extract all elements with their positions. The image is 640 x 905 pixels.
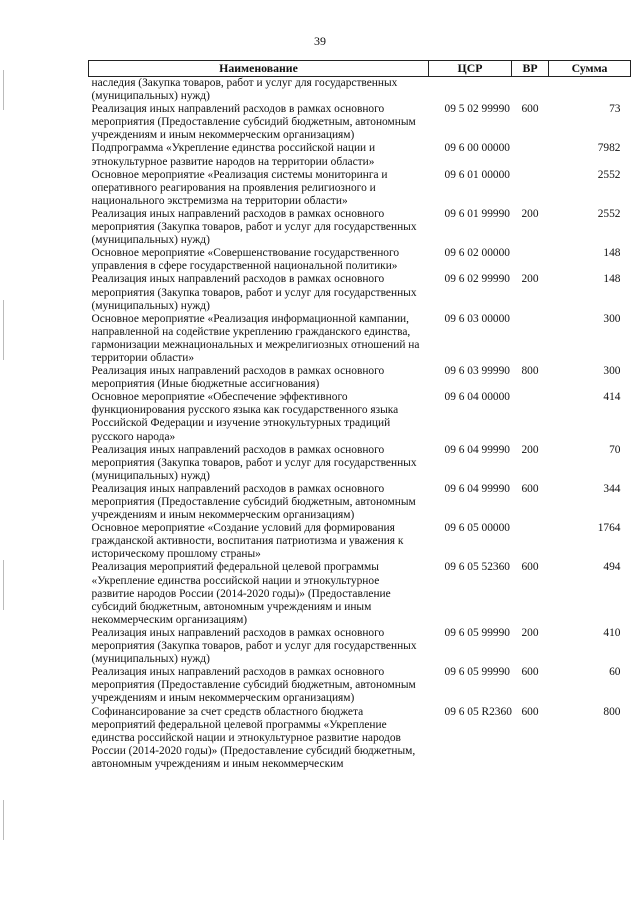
row-sum-cell: 494 xyxy=(603,561,621,574)
row-vr-cell xyxy=(512,522,549,561)
row-csr-cell: 09 6 00 00000 xyxy=(444,142,510,155)
row-sum-cell: 73 xyxy=(609,103,621,116)
scan-edge-mark xyxy=(3,70,4,110)
row-sum-cell: 414 xyxy=(603,391,621,404)
row-name-cell: Реализация иных направлений расходов в рамках основного мероприятия (Закупка товаров, работ и услуг для государственных (муниципальных) нужд) xyxy=(91,443,417,482)
row-sum-cell xyxy=(549,77,631,104)
row-name-cell: Основное мероприятие «Реализация информационной кампании, направленной на содействие укреплению гражданского единства, гармонизации межнациональных и межрелигиозных отношений на территории области» xyxy=(91,312,420,364)
scan-edge-mark xyxy=(3,560,4,610)
table-row xyxy=(89,142,631,168)
row-sum-cell: 70 xyxy=(609,443,621,456)
table-row xyxy=(89,365,631,391)
row-name-cell: Основное мероприятие «Реализация системы мониторинга и оперативного реагирования на проявления религиозного и национального экстремизма на территории области» xyxy=(91,168,388,207)
table-row xyxy=(89,273,631,312)
row-csr-cell: 09 6 05 R2360 xyxy=(444,705,512,718)
row-name-cell: Подпрограмма «Укрепление единства российской нации и этнокультурное развитие народов на территории области» xyxy=(91,142,376,168)
table-row xyxy=(89,208,631,247)
row-name-cell: Реализация мероприятий федеральной целевой программы «Укрепление единства российской нации и этнокультурное развитие народов России (2014-2020 годы)» (Предоставление субсидий бюджетным, автономным учреждениям и иным некоммерческим организациям) xyxy=(91,561,391,626)
row-vr-cell: 600 xyxy=(521,561,539,574)
table-row xyxy=(89,169,631,208)
scan-edge-mark xyxy=(3,800,4,840)
row-vr-cell xyxy=(512,169,549,208)
header-vr: ВР xyxy=(512,61,549,77)
table-row xyxy=(89,561,631,626)
row-vr-cell: 200 xyxy=(521,273,539,286)
row-name-cell: наследия (Закупка товаров, работ и услуг для государственных (муниципальных) нужд) xyxy=(91,77,398,103)
row-vr-cell: 200 xyxy=(521,443,539,456)
table-row xyxy=(89,391,631,443)
row-sum-cell: 148 xyxy=(603,247,621,260)
row-name-cell: Основное мероприятие «Совершенствование государственного управления в сфере государственной национальной политики» xyxy=(91,247,400,273)
row-vr-cell xyxy=(512,313,549,365)
table-row xyxy=(89,706,631,771)
row-sum-cell: 1764 xyxy=(597,522,621,535)
header-csr: ЦСР xyxy=(429,61,512,77)
row-vr-cell xyxy=(512,247,549,273)
row-csr-cell: 09 6 05 00000 xyxy=(444,522,510,535)
row-vr-cell: 600 xyxy=(521,666,539,679)
header-sum: Сумма xyxy=(549,61,631,77)
table-row xyxy=(89,666,631,705)
row-csr-cell: 09 6 04 99990 xyxy=(444,443,510,456)
row-csr-cell: 09 6 05 99990 xyxy=(444,666,510,679)
row-csr-cell xyxy=(429,77,512,104)
row-name-cell: Основное мероприятие «Создание условий для формирования гражданской активности, воспитания патриотизма и уважения к историческому прошлому страны» xyxy=(91,522,404,561)
table-row xyxy=(89,77,631,104)
row-vr-cell: 600 xyxy=(521,705,539,718)
row-sum-cell: 300 xyxy=(603,312,621,325)
budget-table xyxy=(88,60,631,771)
row-csr-cell: 09 6 03 99990 xyxy=(444,365,510,378)
row-csr-cell: 09 6 04 00000 xyxy=(444,391,510,404)
row-vr-cell: 600 xyxy=(521,482,539,495)
row-name-cell: Реализация иных направлений расходов в рамках основного мероприятия (Предоставление субсидий бюджетным, автономным учреждениям и иным некоммерческим организациям) xyxy=(91,666,416,705)
row-sum-cell: 2552 xyxy=(597,207,621,220)
page-number: 39 xyxy=(314,34,326,48)
row-name-cell: Реализация иных направлений расходов в рамках основного мероприятия (Закупка товаров, работ и услуг для государственных (муниципальных) нужд) xyxy=(91,626,417,666)
row-sum-cell: 60 xyxy=(609,666,621,679)
row-sum-cell: 410 xyxy=(603,626,621,639)
row-name-cell: Реализация иных направлений расходов в рамках основного мероприятия (Предоставление субсидий бюджетным, автономным учреждениям и иным некоммерческим организациям) xyxy=(91,482,416,522)
table-row xyxy=(89,103,631,142)
row-sum-cell: 800 xyxy=(603,705,621,718)
row-csr-cell: 09 6 03 00000 xyxy=(444,312,510,325)
row-csr-cell: 09 6 01 99990 xyxy=(444,207,510,220)
row-name-cell: Реализация иных направлений расходов в рамках основного мероприятия (Закупка товаров, работ и услуг для государственных (муниципальных) нужд) xyxy=(91,207,417,247)
table-body xyxy=(89,77,631,771)
table-row xyxy=(89,313,631,365)
row-sum-cell: 2552 xyxy=(597,168,621,181)
row-vr-cell: 600 xyxy=(521,103,539,116)
row-vr-cell: 800 xyxy=(521,365,539,378)
row-sum-cell: 148 xyxy=(603,273,621,286)
row-vr-cell: 200 xyxy=(521,626,539,639)
row-csr-cell: 09 6 02 99990 xyxy=(444,273,510,286)
row-vr-cell: 200 xyxy=(521,207,539,220)
row-name-cell: Реализация иных направлений расходов в рамках основного мероприятия (Предоставление субсидий бюджетным, автономным учреждениям и иным некоммерческим организациям) xyxy=(91,103,416,142)
scan-edge-mark xyxy=(3,300,4,360)
row-csr-cell: 09 6 05 52360 xyxy=(444,561,510,574)
header-name: Наименование xyxy=(89,61,429,77)
row-csr-cell: 09 6 02 00000 xyxy=(444,247,510,260)
row-vr-cell xyxy=(512,391,549,443)
table-header-row xyxy=(89,61,631,77)
row-name-cell: Софинансирование за счет средств областного бюджета мероприятий федеральной целевой программы «Укрепление единства российской нации и этнокультурное развитие народов России (2014-2020 годы)» (Предоставление субсидий бюджетным, автономным учреждениям и иным некоммерческим xyxy=(91,705,416,770)
table-row xyxy=(89,627,631,666)
row-name-cell: Реализация иных направлений расходов в рамках основного мероприятия (Иные бюджетные ассигнования) xyxy=(91,365,385,391)
table-row xyxy=(89,444,631,483)
table-row xyxy=(89,483,631,522)
row-csr-cell: 09 6 05 99990 xyxy=(444,626,510,639)
row-name-cell: Реализация иных направлений расходов в рамках основного мероприятия (Закупка товаров, работ и услуг для государственных (муниципальных) нужд) xyxy=(91,273,417,312)
table-row xyxy=(89,247,631,273)
row-sum-cell: 344 xyxy=(603,482,621,495)
row-csr-cell: 09 6 01 00000 xyxy=(444,168,510,181)
row-vr-cell xyxy=(512,142,549,168)
table-row xyxy=(89,522,631,561)
row-vr-cell xyxy=(512,77,549,104)
row-sum-cell: 300 xyxy=(603,365,621,378)
row-csr-cell: 09 6 04 99990 xyxy=(444,482,510,495)
row-csr-cell: 09 5 02 99990 xyxy=(444,103,510,116)
row-sum-cell: 7982 xyxy=(597,142,621,155)
row-name-cell: Основное мероприятие «Обеспечение эффективного функционирования русского языка как государственного языка Российской Федерации и изучение этнокультурных традиций русского народа» xyxy=(91,391,399,443)
